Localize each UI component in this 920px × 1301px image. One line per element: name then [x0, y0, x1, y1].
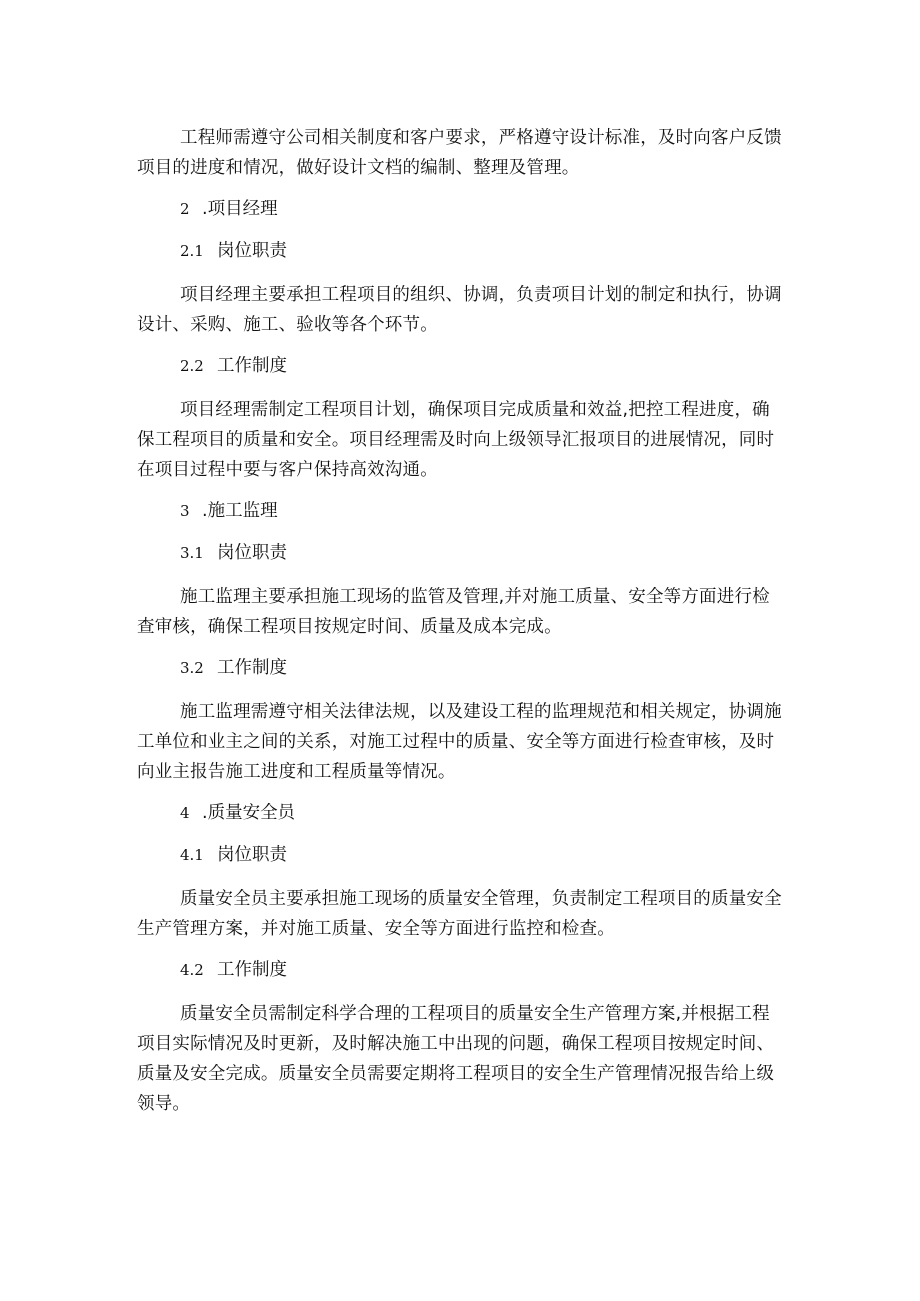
section-number: 4.2 [180, 961, 204, 979]
section-title: .质量安全员 [202, 803, 296, 823]
section-number: 2.1 [180, 242, 204, 260]
section-number: 2.2 [180, 357, 204, 375]
heading-section-4-1 [180, 840, 287, 870]
section-number: 3.2 [180, 659, 204, 677]
section-title: 工作制度 [217, 658, 287, 678]
section-number: 3 [180, 502, 190, 520]
paragraph-pm-duties: 项目经理主要承担工程项目的组织、协调，负责项目计划的制定和执行，协调设计、采购、施工、验收等各个环节。 [137, 285, 782, 335]
section-number: 4 [180, 804, 190, 822]
section-title: 岗位职责 [217, 241, 287, 261]
section-title: 岗位职责 [217, 845, 287, 865]
paragraph-pm-rules: 项目经理需制定工程项目计划，确保项目完成质量和效益,把控工程进度，确保工程项目的质量和安全。项目经理需及时向上级领导汇报项目的进展情况，同时在项目过程中要与客户保持高效沟通。 [137, 400, 775, 480]
heading-section-3-2 [180, 653, 287, 683]
paragraph-engineer-rules: 工程师需遵守公司相关制度和客户要求，严格遵守设计标准，及时向客户反馈项目的进度和情况，做好设计文档的编制、整理及管理。 [137, 128, 782, 178]
heading-section-3-1 [180, 538, 287, 568]
heading-section-2-1 [180, 236, 287, 266]
section-title: 工作制度 [217, 960, 287, 980]
section-title: 岗位职责 [217, 543, 287, 563]
paragraph-safety-rules: 质量安全员需制定科学合理的工程项目的质量安全生产管理方案,并根据工程项目实际情况及时更新，及时解决施工中出现的问题，确保工程项目按规定时间、质量及安全完成。质量安全员需要定期将工程项目的安全生产管理情况报告给上级领导。 [137, 1004, 775, 1114]
section-number: 4.1 [180, 846, 204, 864]
heading-section-4 [180, 798, 295, 828]
heading-section-2 [180, 194, 278, 224]
heading-section-3 [180, 496, 278, 526]
section-number: 2 [180, 200, 190, 218]
heading-section-4-2 [180, 955, 287, 985]
paragraph-supervisor-rules: 施工监理需遵守相关法律法规，以及建设工程的监理规范和相关规定，协调施工单位和业主之间的关系，对施工过程中的质量、安全等方面进行检查审核，及时向业主报告施工进度和工程质量等情况。 [137, 702, 782, 782]
paragraph-safety-duties: 质量安全员主要承担施工现场的质量安全管理，负责制定工程项目的质量安全生产管理方案，并对施工质量、安全等方面进行监控和检查。 [137, 889, 782, 939]
section-title: .项目经理 [202, 199, 278, 219]
section-title: 工作制度 [217, 356, 287, 376]
section-title: .施工监理 [202, 501, 278, 521]
heading-section-2-2 [180, 351, 287, 381]
section-number: 3.1 [180, 544, 204, 562]
paragraph-supervisor-duties: 施工监理主要承担施工现场的监管及管理,并对施工质量、安全等方面进行检查审核，确保工程项目按规定时间、质量及成本完成。 [137, 587, 770, 637]
